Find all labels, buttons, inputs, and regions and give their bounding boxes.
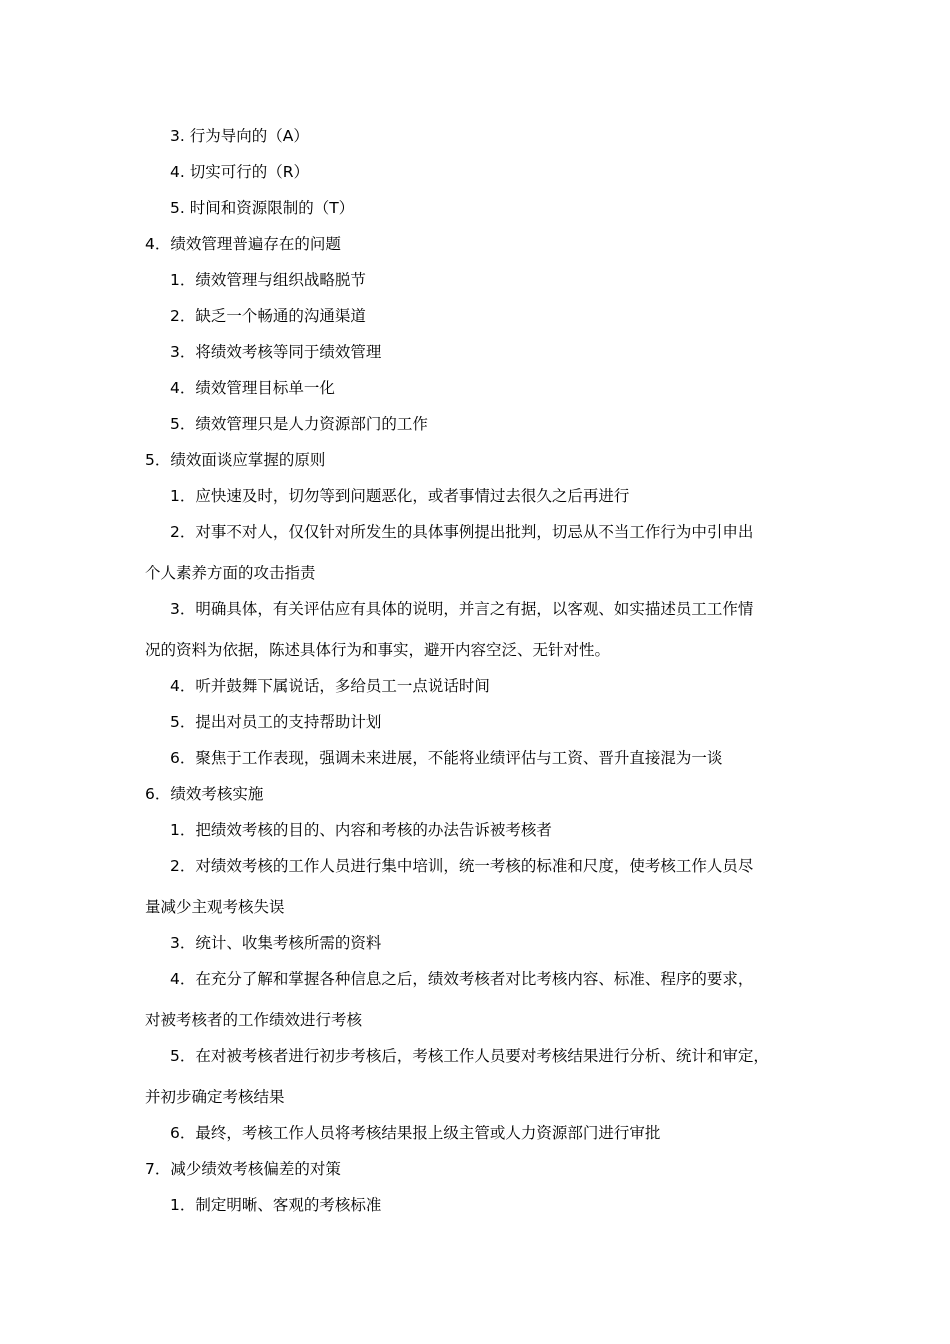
list-item: 2．缺乏一个畅通的沟通渠道 (170, 307, 366, 325)
list-item: 5．在对被考核者进行初步考核后，考核工作人员要对考核结果进行分析、统计和审定， (170, 1047, 769, 1065)
list-item-continuation: 量减少主观考核失误 (145, 898, 285, 916)
list-item: 3．明确具体，有关评估应有具体的说明，并言之有据，以客观、如实描述员工工作情 (170, 600, 754, 618)
list-item-continuation: 况的资料为依据，陈述具体行为和事实，避开内容空泛、无针对性。 (145, 641, 611, 659)
list-item-continuation: 对被考核者的工作绩效进行考核 (145, 1011, 363, 1029)
list-item: 1．把绩效考核的目的、内容和考核的办法告诉被考核者 (170, 821, 552, 839)
list-item: 6．聚焦于工作表现，强调未来进展，不能将业绩评估与工资、晋升直接混为一谈 (170, 749, 723, 767)
list-item: 1．绩效管理与组织战略脱节 (170, 271, 366, 289)
list-item-continuation: 个人素养方面的攻击指责 (145, 564, 316, 582)
list-item: 6．最终，考核工作人员将考核结果报上级主管或人力资源部门进行审批 (170, 1124, 661, 1142)
section-heading: 6．绩效考核实施 (145, 785, 264, 803)
list-item: 5．提出对员工的支持帮助计划 (170, 713, 382, 731)
list-item: 4．绩效管理目标单一化 (170, 379, 335, 397)
list-item: 5. 时间和资源限制的（T） (170, 199, 355, 217)
list-item: 5．绩效管理只是人力资源部门的工作 (170, 415, 428, 433)
list-item: 1．应快速及时，切勿等到问题恶化，或者事情过去很久之后再进行 (170, 487, 630, 505)
list-item-continuation: 并初步确定考核结果 (145, 1088, 285, 1106)
section-heading: 4．绩效管理普遍存在的问题 (145, 235, 341, 253)
list-item: 1．制定明晰、客观的考核标准 (170, 1196, 382, 1214)
section-heading: 7．减少绩效考核偏差的对策 (145, 1160, 341, 1178)
list-item: 3. 行为导向的（A） (170, 127, 309, 145)
list-item: 3．将绩效考核等同于绩效管理 (170, 343, 382, 361)
list-item: 3．统计、收集考核所需的资料 (170, 934, 382, 952)
list-item: 2．对事不对人，仅仅针对所发生的具体事例提出批判，切忌从不当工作行为中引申出 (170, 523, 754, 541)
list-item: 4. 切实可行的（R） (170, 163, 309, 181)
section-heading: 5．绩效面谈应掌握的原则 (145, 451, 326, 469)
list-item: 4．在充分了解和掌握各种信息之后，绩效考核者对比考核内容、标准、程序的要求， (170, 970, 754, 988)
list-item: 4．听并鼓舞下属说话，多给员工一点说话时间 (170, 677, 490, 695)
list-item: 2．对绩效考核的工作人员进行集中培训，统一考核的标准和尺度，使考核工作人员尽 (170, 857, 754, 875)
